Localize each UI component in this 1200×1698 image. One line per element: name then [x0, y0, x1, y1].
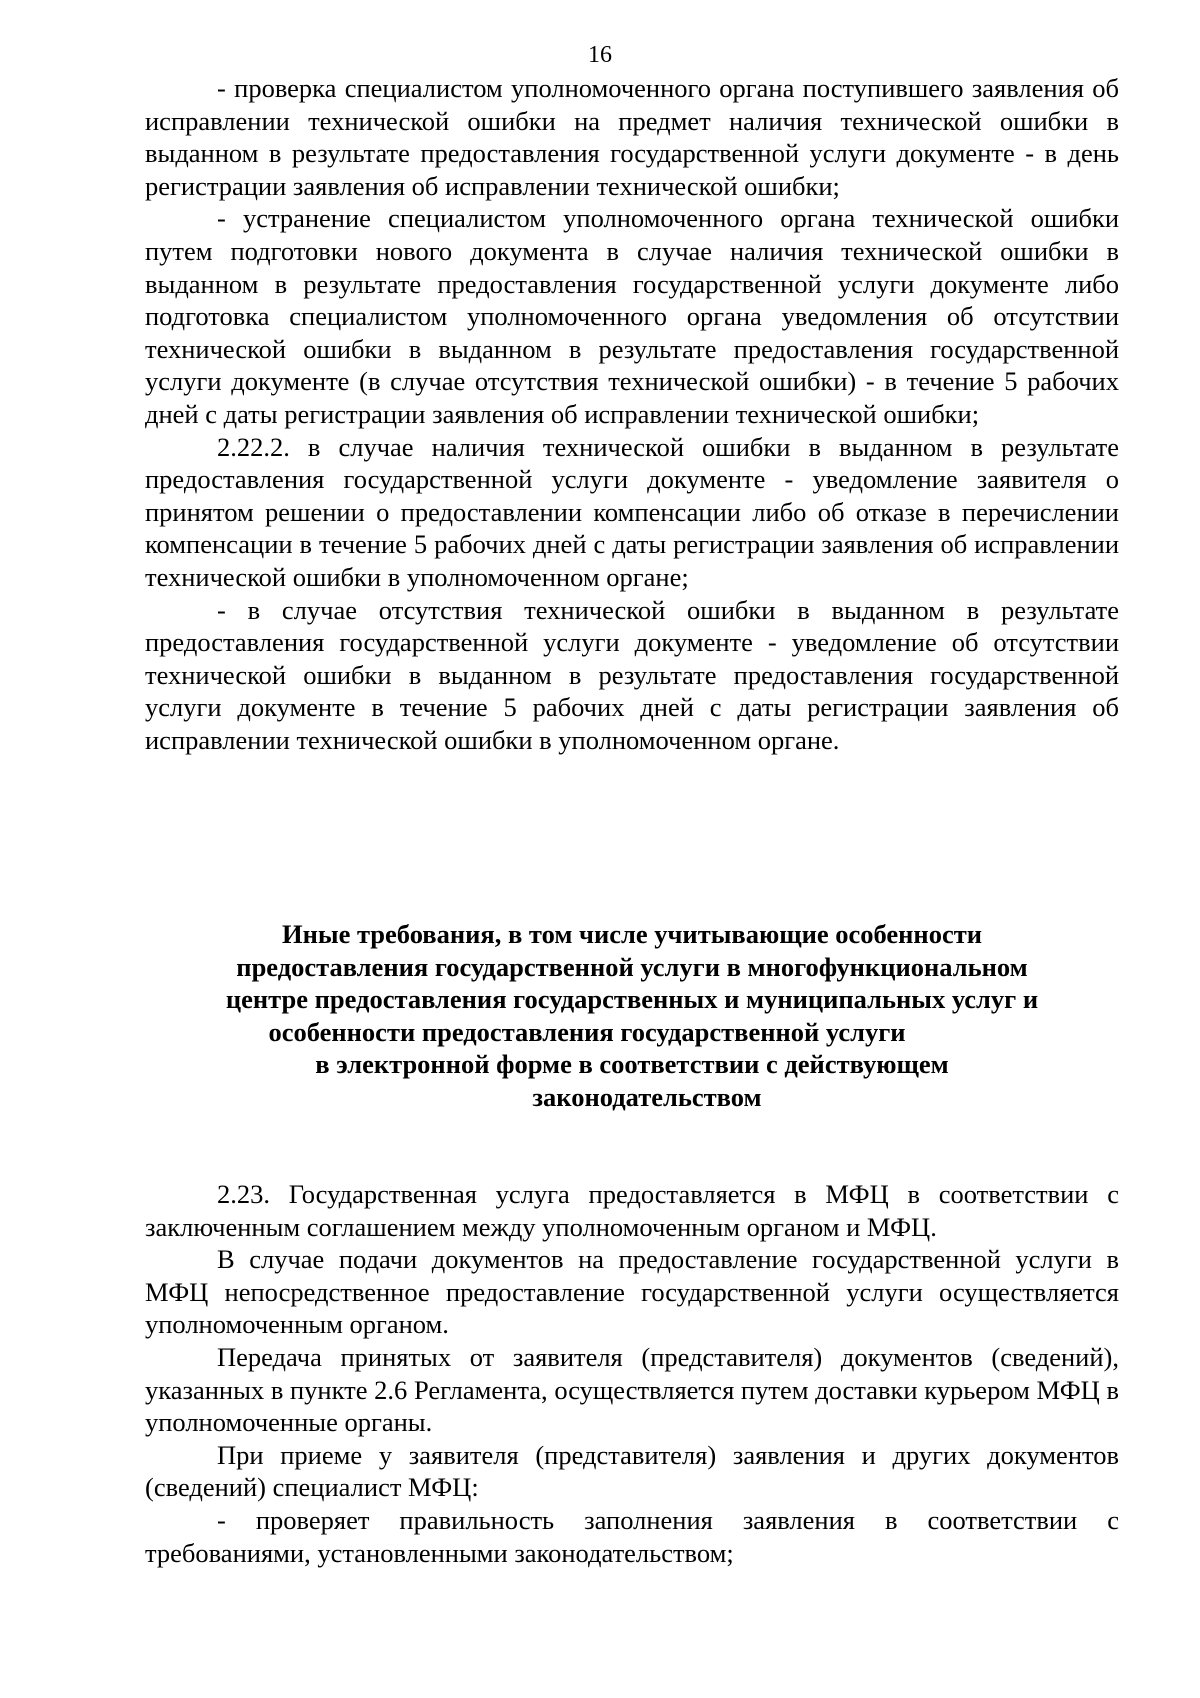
paragraph: При приеме у заявителя (представителя) заявления и других документов (сведений) специалист МФЦ: — [145, 1439, 1119, 1503]
paragraph: - проверяет правильность заполнения заявления в соответствии с требованиями, установленными законодательством; — [145, 1504, 1119, 1568]
document-body-top — [145, 72, 1119, 756]
heading-line: предоставления государственной услуги в многофункциональном — [236, 951, 1028, 982]
heading-line: Иные требования, в том числе учитывающие особенности — [282, 919, 982, 949]
document-body-bottom — [145, 1178, 1119, 1569]
heading-line: особенности предоставления государственной услуги — [268, 1016, 906, 1047]
paragraph: - устранение специалистом уполномоченного органа технической ошибки путем подготовки нового документа в случае наличия технической ошибки в выданном в результате предоставления государственной услуги документе либо подготовка специалистом уполномоченного органа уведомления об отсутствии технической ошибки в выданном в результате предоставления государственной услуги документе (в случае отсутствия технической ошибки) - в течение 5 рабочих дней с даты регистрации заявления об исправлении технической ошибки; — [145, 203, 1119, 429]
paragraph: 2.23. Государственная услуга предоставляется в МФЦ в соответствии с заключенным соглашением между уполномоченным органом и МФЦ. — [145, 1179, 1119, 1242]
heading-line: центре предоставления государственных и муниципальных услуг и — [225, 984, 1039, 1015]
paragraph: - проверка специалистом уполномоченного органа поступившего заявления об исправлении технической ошибки на предмет наличия технической ошибки в выданном в результате предоставления государственной услуги документе - в день регистрации заявления об исправлении технической ошибки; — [145, 73, 1119, 201]
paragraph: 2.22.2. в случае наличия технической ошибки в выданном в результате предоставления государственной услуги документе - уведомление заявителя о принятом решении о предоставлении компенсации либо об отказе в перечислении компенсации в течение 5 рабочих дней с даты регистрации заявления об исправлении технической ошибки в уполномоченном органе; — [145, 431, 1119, 592]
paragraph: - в случае отсутствия технической ошибки в выданном в результате предоставления государственной услуги документе - уведомление об отсутствии технической ошибки в выданном в результате предоставления государственной услуги документе в течение 5 рабочих дней с даты регистрации заявления об исправлении технической ошибки в уполномоченном органе. — [145, 594, 1119, 755]
heading-line: законодательством — [532, 1081, 762, 1112]
page-number: 16 — [588, 42, 612, 68]
paragraph: Передача принятых от заявителя (представителя) документов (сведений), указанных в пункте 2.6 Регламента, осуществляется путем доставки курьером МФЦ в уполномоченные органы. — [145, 1341, 1119, 1438]
section-heading — [145, 918, 1119, 1114]
paragraph: В случае подачи документов на предоставление государственной услуги в МФЦ непосредственное предоставление государственной услуги осуществляется уполномоченным органом. — [145, 1244, 1119, 1340]
heading-line: в электронной форме в соответствии с действующем — [315, 1049, 949, 1080]
